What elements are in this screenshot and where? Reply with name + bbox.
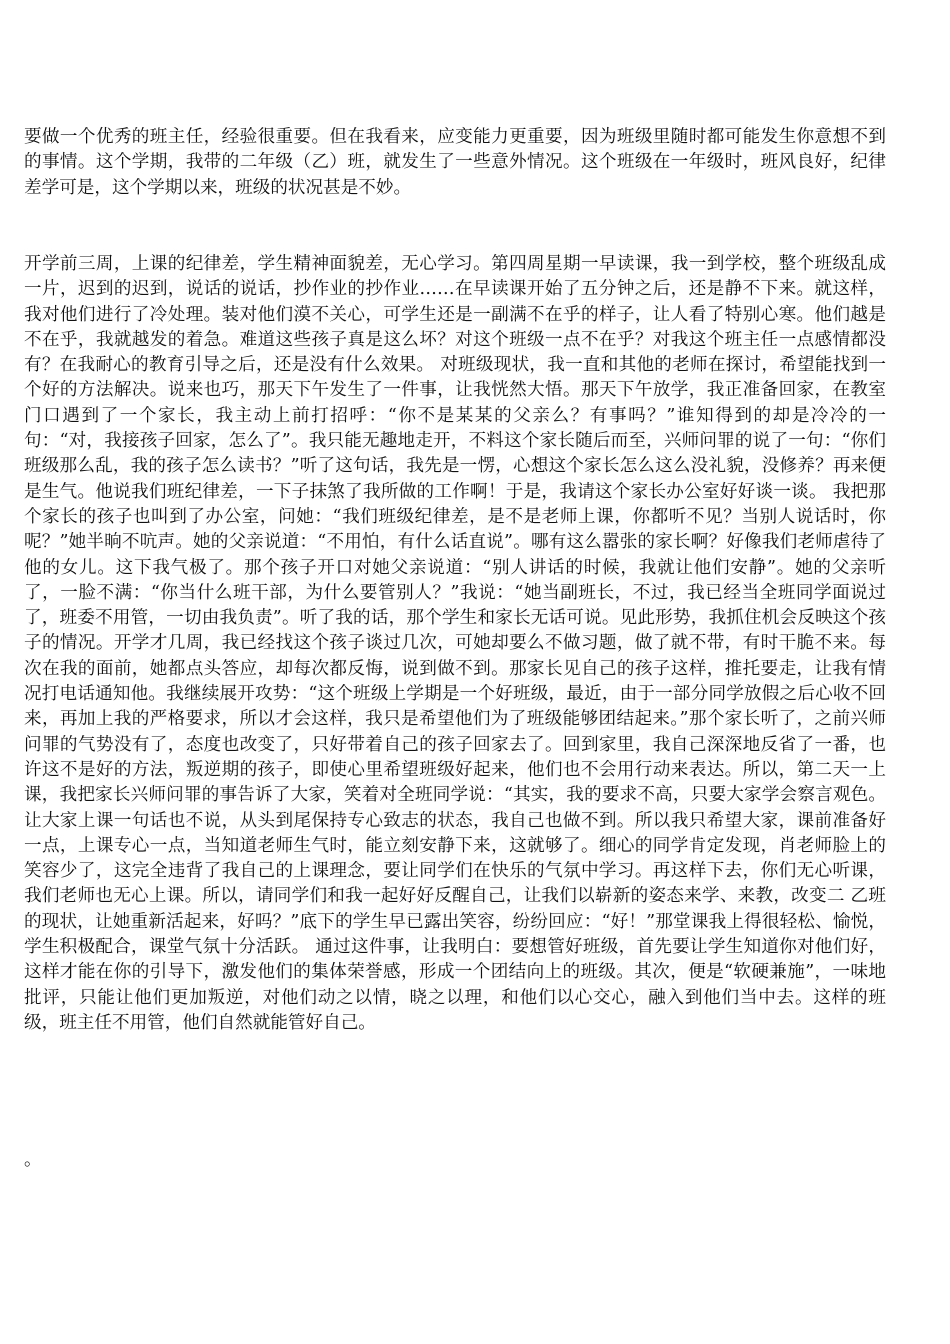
paragraph-intro: 要做一个优秀的班主任，经验很重要。但在我看来，应变能力更重要，因为班级里随时都可能发生你意想不到的事情。这个学期，我带的二年级（乙）班，就发生了一些意外情况。这个班级在一年级时，班风良好，纪律差学可是，这个学期以来，班级的状况甚是不妙。 bbox=[24, 127, 886, 198]
paragraph-story: 开学前三周，上课的纪律差，学生精神面貌差，无心学习。第四周星期一早读课，我一到学校，整个班级乱成一片，迟到的迟到，说话的说话，抄作业的抄作业……在早读课开始了五分钟之后，还是静不下来。就这样，我对他们进行了冷处理。装对他们漠不关心，可学生还是一副满不在乎的样子，让人看了特别心寒。他们越是不在乎，我就越发的着急。难道这些孩子真是这么坏？对这个班级一点不在乎？对我这个班主任一点感情都没有？在我耐心的教育引导之后，还是没有什么效果。 对班级现状，我一直和其他的老师在探讨，希望能找到一个好的方法解决。说来也巧，那天下午发生了一件事，让我恍然大悟。那天下午放学，我正准备回家，在教室门口遇到了一个家长，我主动上前打招呼：“你不是某某的父亲么？有事吗？”谁知得到的却是冷冷的一句：“对，我接孩子回家，怎么了”。我只能无趣地走开，不料这个家长随后而至，兴师问罪的说了一句：“你们班级那么乱，我的孩子怎么读书？”听了这句话，我先是一愣，心想这个家长怎么这么没礼貌，没修养？再来便是生气。他说我们班纪律差，一下子抹煞了我所做的工作啊！于是，我请这个家长办公室好好谈一谈。 我把那个家长的孩子也叫到了办公室，问她：“我们班级纪律差，是不是老师上课，你都听不见？当别人说话时，你呢？”她半晌不吭声。她的父亲说道：“不用怕，有什么话直说”。哪有这么嚣张的家长啊？好像我们老师虐待了他的女儿。这下我气极了。那个孩子开口对她父亲说道：“别人讲话的时候，我就让他们安静”。她的父亲听了，一脸不满：“你当什么班干部，为什么要管别人？”我说：“她当副班长，不过，我已经当全班同学面说过了，班委不用管，一切由我负责”。听了我的话，那个学生和家长无话可说。见此形势，我抓住机会反映这个孩子的情况。开学才几周，我已经找这个孩子谈过几次，可她却要么不做习题，做了就不带，有时干脆不来。每次在我的面前，她都点头答应，却每次都反悔，说到做不到。那家长见自己的孩子这样，推托要走，让我有情况打电话通知他。我继续展开攻势：“这个班级上学期是一个好班级，最近，由于一部分同学放假之后心收不回来，再加上我的严格要求，所以才会这样，我只是希望他们为了班级能够团结起来。”那个家长听了，之前兴师问罪的气势没有了，态度也改变了，只好带着自己的孩子回家去了。回到家里，我自己深深地反省了一番，也许这不是好的方法，叛逆期的孩子，即使心里希望班级好起来，他们也不会用行动来表达。所以，第二天一上课，我把家长兴师问罪的事告诉了大家，笑着对全班同学说：“其实，我的要求不高，只要大家学会察言观色。让大家上课一句话也不说，从头到尾保持专心致志的状态，我自己也做不到。所以我只希望大家，课前准备好一点，上课专心一点，当知道老师生气时，能立刻安静下来，这就够了。细心的同学肯定发现，肖老师脸上的笑容少了，这完全违背了我自己的上课理念，要让同学们在快乐的气氛中学习。再这样下去，你们无心听课，我们老师也无心上课。所以，请同学们和我一起好好反醒自己，让我们以崭新的姿态来学、来教，改变二 乙班的现状，让她重新活起来，好吗？”底下的学生早已露出笑容，纷纷回应：“好！”那堂课我上得很轻松、愉悦，学生积极配合，课堂气氛十分活跃。 通过这件事，让我明白：要想管好班级，首先要让学生知道你对他们好，这样才能在你的引导下，激发他们的集体荣誉感，形成一个团结向上的班级。其次，便是“软硬兼施”，一味地批评，只能让他们更加叛逆，对他们动之以情，晓之以理，和他们以心交心，融入到他们当中去。这样的班级，班主任不用管，他们自然就能管好自己。 bbox=[24, 254, 886, 1033]
trailing-period: 。 bbox=[24, 1150, 42, 1170]
